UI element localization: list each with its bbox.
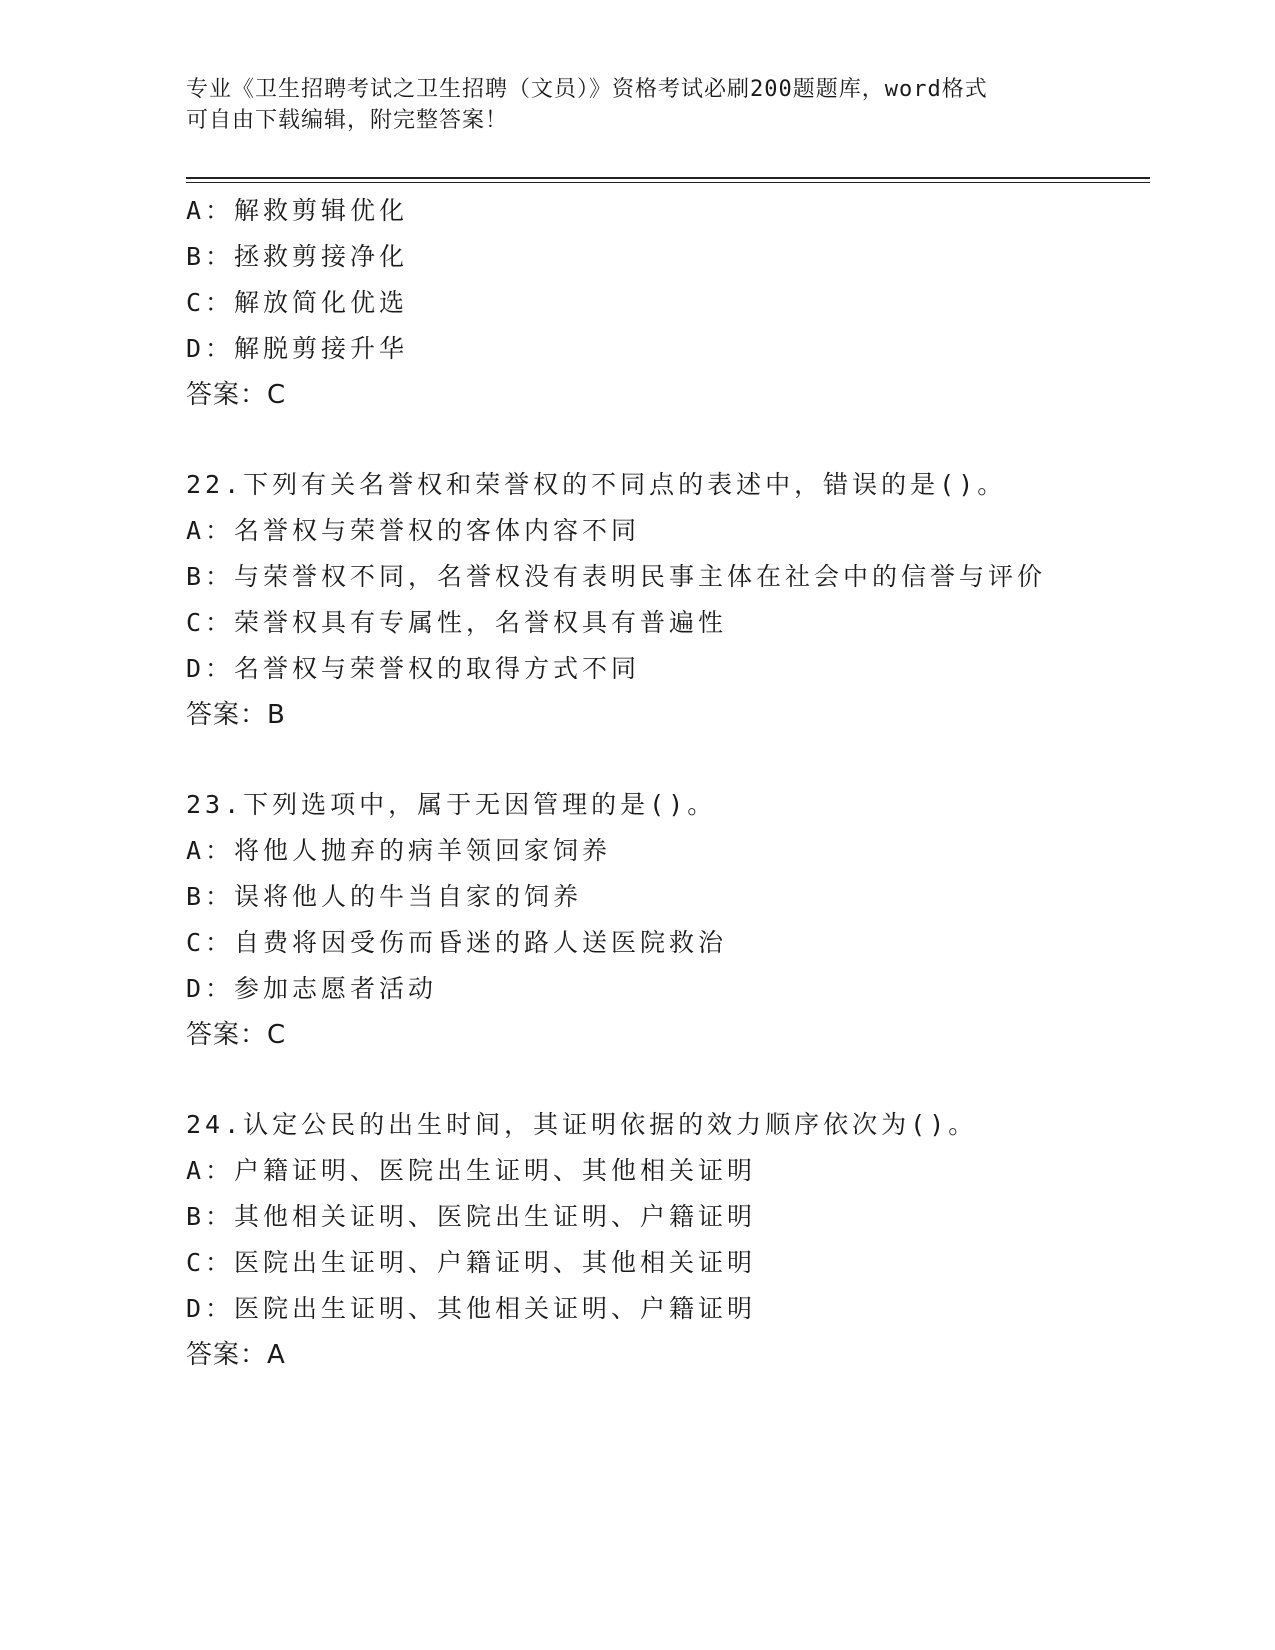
document-header — [186, 74, 1066, 136]
option-b: B：与荣誉权不同，名誉权没有表明民事主体在社会中的信誉与评价 — [186, 562, 1047, 591]
option-c: C：解放简化优选 — [186, 288, 409, 317]
question-block-23 — [186, 782, 1146, 1058]
header-rule-thick — [186, 177, 1150, 179]
option-b: B：其他相关证明、医院出生证明、户籍证明 — [186, 1202, 757, 1231]
option-c: C：自费将因受伤而昏迷的路人送医院救治 — [186, 928, 728, 957]
question-block-21 — [186, 188, 1146, 418]
option-a: A：户籍证明、医院出生证明、其他相关证明 — [186, 1156, 757, 1185]
header-line-2: 可自由下载编辑，附完整答案！ — [186, 108, 509, 133]
answer-line: 答案：C — [186, 1020, 287, 1050]
question-block-24 — [186, 1102, 1146, 1378]
header-rule-thin — [186, 182, 1150, 183]
option-c: C：医院出生证明、户籍证明、其他相关证明 — [186, 1248, 757, 1277]
option-d: D：解脱剪接升华 — [186, 334, 409, 363]
option-d: D：参加志愿者活动 — [186, 974, 438, 1003]
option-b: B：拯救剪接净化 — [186, 242, 409, 271]
option-b: B：误将他人的牛当自家的饲养 — [186, 882, 583, 911]
option-a: A：解救剪辑优化 — [186, 196, 409, 225]
question-text: 24.认定公民的出生时间，其证明依据的效力顺序依次为()。 — [186, 1110, 978, 1139]
question-list — [186, 188, 1146, 1378]
answer-line: 答案：C — [186, 380, 287, 410]
question-text: 22.下列有关名誉权和荣誉权的不同点的表述中，错误的是()。 — [186, 470, 1007, 499]
header-line-1: 专业《卫生招聘考试之卫生招聘（文员）》资格考试必刷200题题库，word格式 — [186, 77, 988, 102]
question-text: 23.下列选项中，属于无因管理的是()。 — [186, 790, 717, 819]
option-a: A：名誉权与荣誉权的客体内容不同 — [186, 516, 641, 545]
option-d: D：名誉权与荣誉权的取得方式不同 — [186, 654, 641, 683]
option-d: D：医院出生证明、其他相关证明、户籍证明 — [186, 1294, 757, 1323]
question-block-22 — [186, 462, 1146, 738]
answer-line: 答案：B — [186, 700, 286, 730]
option-a: A：将他人抛弃的病羊领回家饲养 — [186, 836, 612, 865]
answer-line: 答案：A — [186, 1340, 286, 1370]
option-c: C：荣誉权具有专属性，名誉权具有普遍性 — [186, 608, 728, 637]
